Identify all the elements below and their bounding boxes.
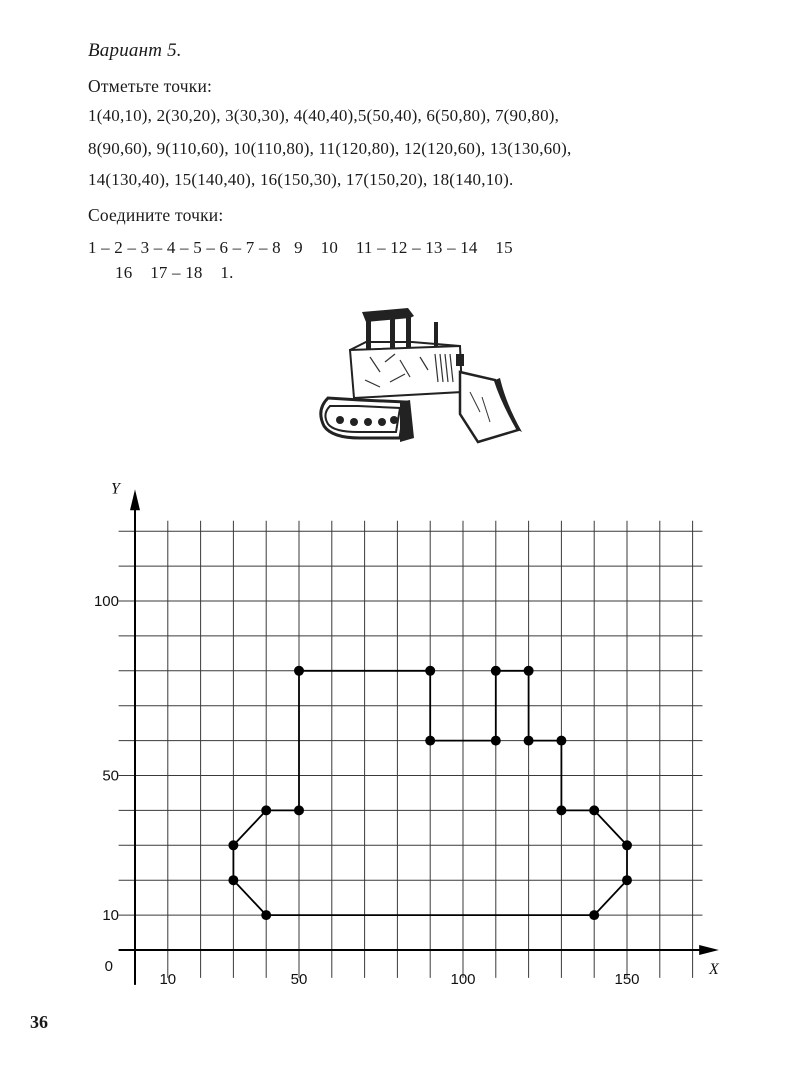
x-tick-label: 150 (614, 971, 640, 988)
points-line-2: 8(90,60), 9(110,60), 10(110,80), 11(120,80), 12(120,60), 13(130,60), (88, 139, 572, 158)
y-tick-label: 50 (102, 767, 119, 785)
shape-point (228, 875, 238, 885)
x-axis-arrow (699, 945, 719, 955)
shape-point (524, 736, 534, 746)
origin-label: 0 (104, 958, 113, 975)
page-number: 36 (30, 1012, 48, 1032)
shape-point (261, 805, 271, 815)
shape-point (556, 805, 566, 815)
shape-point (622, 875, 632, 885)
shape-point (228, 840, 238, 850)
shape-point (589, 805, 599, 815)
x-tick-label: 10 (159, 971, 177, 988)
shape-point (425, 666, 435, 676)
shape-point (294, 666, 304, 676)
grid-lines (119, 521, 703, 978)
shape-point (294, 805, 304, 815)
variant-title: Вариант 5. (88, 40, 182, 61)
mark-points-instruction: Отметьте точки: (88, 76, 213, 96)
connect-points-instruction: Соедините точки: (88, 205, 224, 225)
y-tick-label: 100 (93, 593, 119, 610)
tick-labels (94, 593, 640, 988)
x-tick-label: 100 (450, 971, 476, 988)
y-axis-label: Y (111, 480, 120, 498)
connect-line-1: 1 – 2 – 3 – 4 – 5 – 6 – 7 – 8 9 10 11 – 12 – 13 – 14 15 (88, 238, 513, 257)
shape-point (524, 666, 534, 676)
y-axis-arrow (130, 489, 140, 510)
shape-point (491, 666, 501, 676)
x-tick-label: 50 (290, 971, 308, 988)
shape-point (491, 736, 501, 746)
shape-point (589, 910, 599, 920)
axes (111, 480, 720, 985)
x-axis-label: X (709, 961, 719, 978)
shape-point (425, 736, 435, 746)
points-line-1: 1(40,10), 2(30,20), 3(30,30), 4(40,40),5(50,40), 6(50,80), 7(90,80), (88, 106, 560, 125)
shape-point (556, 736, 566, 746)
shape-point (261, 910, 271, 920)
shape-point (622, 840, 632, 850)
connect-line-2: 16 17 – 18 1. (115, 263, 234, 282)
y-tick-label: 10 (102, 907, 119, 925)
points-line-3: 14(130,40), 15(140,40), 16(150,30), 17(150,20), 18(140,10). (88, 170, 514, 189)
